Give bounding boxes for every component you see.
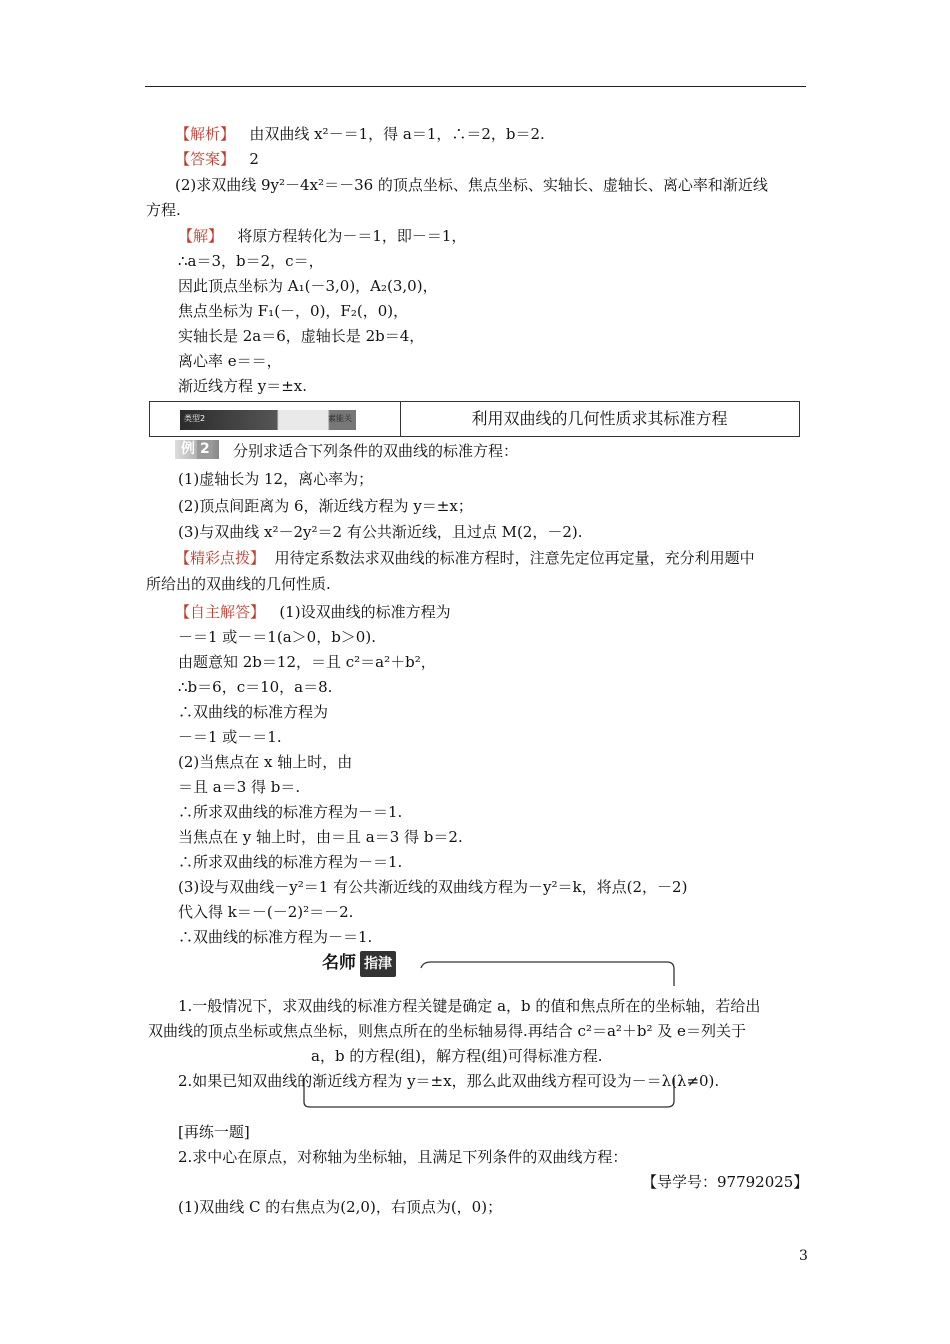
example-q3: (3)与双曲线 x²－2y²＝2 有公共渐近线，且过点 M(2，－2). [178, 523, 583, 541]
answer-line [175, 149, 259, 169]
type-chip [180, 410, 356, 430]
example-stem: 分别求适合下列条件的双曲线的标准方程： [233, 442, 519, 460]
analysis-line [175, 124, 545, 144]
type-chip-label: 类型2 [184, 414, 206, 423]
self-solution-line6: －＝1 或－＝1. [178, 728, 282, 746]
solution-line-2: ∴a＝3，b＝2，c＝， [178, 252, 324, 270]
example-q1: (1)虚轴长为 12，离心率为； [178, 470, 374, 488]
solution-text: 将原方程转化为－＝1，即－＝1， [237, 227, 467, 245]
type-banner-title: 利用双曲线的几何性质求其标准方程 [471, 409, 728, 428]
answer-text: 2 [249, 150, 259, 168]
type-chip-label-right: 素能关 [328, 414, 352, 423]
type-banner-left [150, 402, 401, 436]
solution-tag: 【解】 [178, 227, 224, 245]
self-solution-line1 [175, 602, 451, 622]
self-solution-line10: 当焦点在 y 轴上时，由＝且 a＝3 得 b＝2. [178, 828, 463, 846]
self-solution-tag: 【自主解答】 [175, 603, 266, 621]
self-solution-line13: 代入得 k＝－(－2)²＝－2. [178, 903, 354, 921]
self-solution-line4: ∴b＝6，c＝10，a＝8. [178, 678, 333, 696]
teacher-box-header [318, 950, 418, 976]
header-rule [145, 86, 806, 87]
self-solution-line9: ∴所求双曲线的标准方程为－＝1. [178, 803, 403, 821]
tip-line2: 所给出的双曲线的几何性质. [146, 575, 331, 593]
practice-q1: (1)双曲线 C 的右焦点为(2,0)，右顶点为(，0)； [178, 1198, 503, 1216]
solution-line-6: 离心率 e＝＝， [178, 352, 282, 370]
example-badge-number: 2 [197, 440, 213, 459]
solution-line [178, 226, 466, 246]
teacher-p1-line3: a，b 的方程(组)，解方程(组)可得标准方程. [311, 1047, 603, 1065]
question-2-line2: 方程. [146, 201, 181, 219]
self-solution-line8: ＝且 a＝3 得 b＝. [178, 778, 301, 796]
self-solution-text1: (1)设双曲线的标准方程为 [279, 603, 451, 621]
teacher-box-head-b: 指津 [360, 951, 396, 977]
self-solution-line7: (2)当焦点在 x 轴上时，由 [178, 753, 353, 771]
page-number: 3 [799, 1248, 808, 1264]
example-q2: (2)顶点间距离为 6，渐近线方程为 y＝±x； [178, 497, 473, 515]
analysis-tag: 【解析】 [175, 125, 236, 143]
self-solution-line2: －＝1 或－＝1(a＞0，b＞0). [178, 628, 376, 646]
teacher-box-head-a: 名师 [322, 953, 356, 973]
practice-ref: 【导学号：97792025】 [642, 1173, 809, 1191]
self-solution-line3: 由题意知 2b＝12，＝且 c²＝a²＋b²， [178, 653, 436, 671]
solution-line-4: 焦点坐标为 F₁(－，0)，F₂(，0)， [178, 302, 409, 320]
answer-tag: 【答案】 [175, 150, 236, 168]
teacher-p2: 2.如果已知双曲线的渐近线方程为 y＝±x，那么此双曲线方程可设为－＝λ(λ≠0). [178, 1072, 720, 1090]
tip-tag: 【精彩点拨】 [175, 549, 266, 567]
question-2-line1: (2)求双曲线 9y²－4x²＝－36 的顶点坐标、焦点坐标、实轴长、虚轴长、离心率和渐近线 [175, 176, 768, 194]
tip-text1: 用待定系数法求双曲线的标准方程时，注意先定位再定量，充分利用题中 [274, 549, 755, 567]
self-solution-line11: ∴所求双曲线的标准方程为－＝1. [178, 853, 403, 871]
example-badge [175, 440, 219, 459]
solution-line-3: 因此顶点坐标为 A₁(－3,0)，A₂(3,0)， [178, 277, 438, 295]
example-badge-label: 例 [181, 441, 195, 457]
type-banner [149, 401, 800, 437]
teacher-p1-line1: 1.一般情况下，求双曲线的标准方程关键是确定 a，b 的值和焦点所在的坐标轴，若给出 [178, 997, 761, 1015]
tip-line1 [175, 548, 755, 568]
practice-question: 2.求中心在原点，对称轴为坐标轴，且满足下列条件的双曲线方程： [178, 1148, 628, 1166]
teacher-p1-line2: 双曲线的顶点坐标或焦点坐标，则焦点所在的坐标轴易得.再结合 c²＝a²＋b² 及 e＝列关于 [148, 1022, 746, 1040]
self-solution-line12: (3)设与双曲线－y²＝1 有公共渐近线的双曲线方程为－y²＝k，将点(2，－2) [178, 878, 688, 896]
practice-head: [再练一题] [178, 1123, 250, 1141]
self-solution-line14: ∴双曲线的标准方程为－＝1. [178, 928, 373, 946]
self-solution-line5: ∴双曲线的标准方程为 [178, 703, 329, 721]
solution-line-7: 渐近线方程 y＝±x. [178, 377, 308, 395]
solution-line-5: 实轴长是 2a＝6，虚轴长是 2b＝4， [178, 327, 425, 345]
analysis-text: 由双曲线 x²－＝1，得 a＝1，∴＝2，b＝2. [249, 125, 545, 143]
